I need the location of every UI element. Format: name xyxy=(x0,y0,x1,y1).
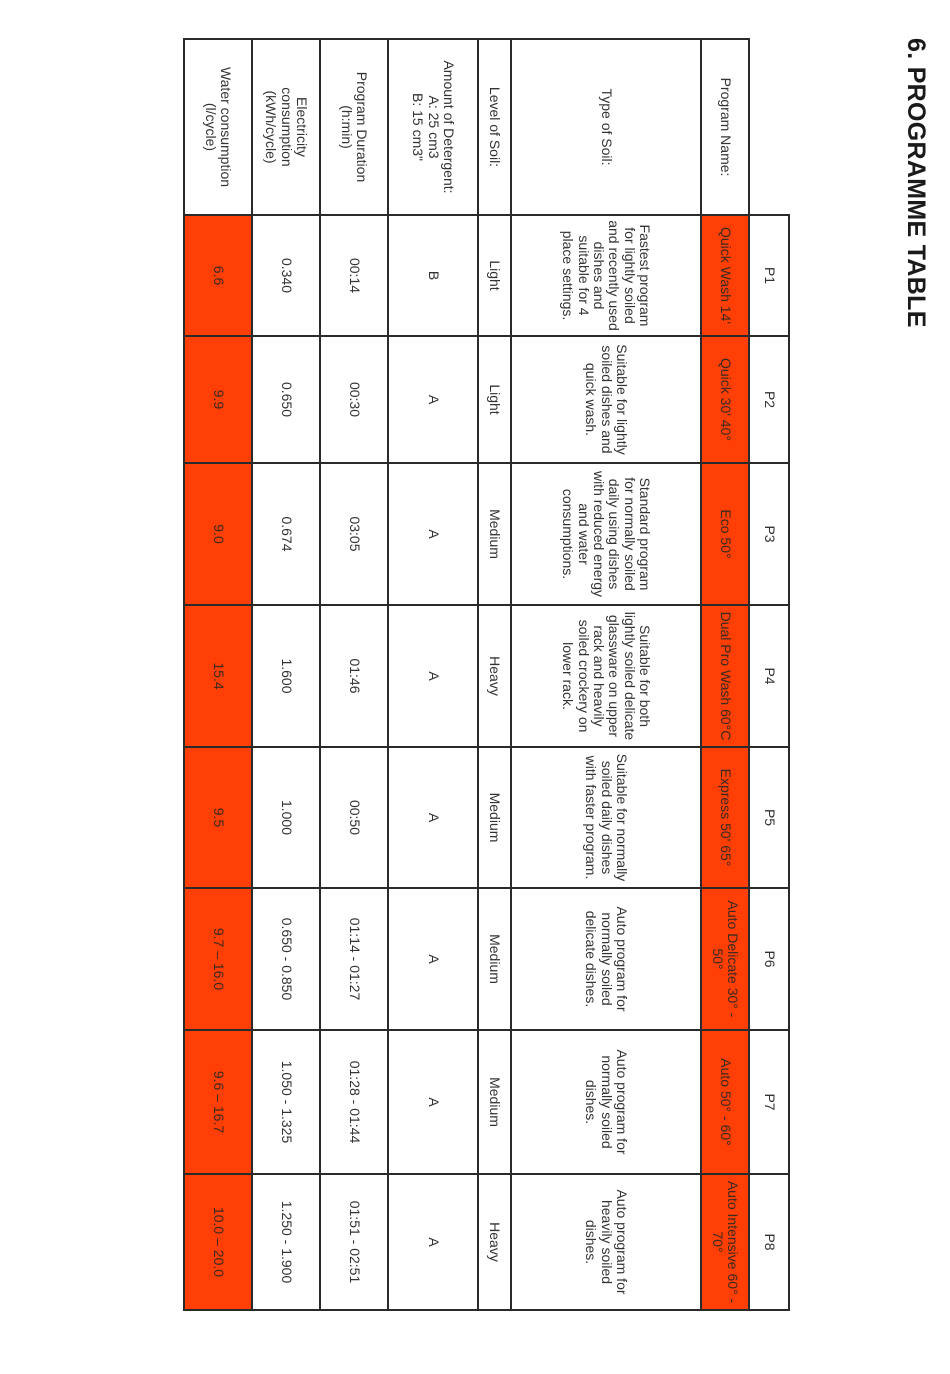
water-cell: 9.7 – 16.0 xyxy=(184,888,252,1030)
row-label-soil-level: Level of Soil: xyxy=(478,39,511,215)
electricity-cell: 0.340 xyxy=(252,215,320,336)
program-name-cell: Dual Pro Wash 60°C xyxy=(701,605,749,747)
duration-cell: 00:50 xyxy=(320,747,388,888)
row-label-line: Program Duration xyxy=(354,71,371,183)
duration-row xyxy=(320,39,388,1310)
detergent-cell: A xyxy=(388,888,478,1030)
soil-level-cell: Heavy xyxy=(478,1174,511,1310)
water-cell: 6.6 xyxy=(184,215,252,336)
detergent-row xyxy=(388,39,478,1310)
electricity-cell: 1.000 xyxy=(252,747,320,888)
row-label-water xyxy=(184,39,252,215)
soil-type-cell: Suitable for normally soiled daily dishes with faster program. xyxy=(511,747,701,888)
page-title: 6. PROGRAMME TABLE xyxy=(902,38,930,328)
corner-cell xyxy=(749,39,789,215)
programme-table xyxy=(183,38,790,1311)
row-label-line: Water consumption xyxy=(218,66,235,188)
program-number-cell: P1 xyxy=(749,215,789,336)
program-number-cell: P6 xyxy=(749,888,789,1030)
soil-type-cell: Auto program for heavily soiled dishes. xyxy=(511,1174,701,1310)
water-cell: 15.4 xyxy=(184,605,252,747)
water-cell: 9.9 xyxy=(184,336,252,463)
electricity-cell: 1.050 - 1.325 xyxy=(252,1030,320,1174)
electricity-cell: 0.650 - 0.850 xyxy=(252,888,320,1030)
program-name-cell: Express 50' 65° xyxy=(701,747,749,888)
soil-level-cell: Medium xyxy=(478,747,511,888)
row-label-detergent xyxy=(388,39,478,215)
soil-level-row xyxy=(478,39,511,1310)
soil-level-cell: Light xyxy=(478,336,511,463)
electricity-row xyxy=(252,39,320,1310)
row-label-line: B: 15 cm3" xyxy=(410,93,427,161)
program-name-cell: Eco 50° xyxy=(701,463,749,605)
row-label-line: (kWh/cycle) xyxy=(263,90,280,164)
duration-cell: 01:46 xyxy=(320,605,388,747)
duration-cell: 00:14 xyxy=(320,215,388,336)
row-label-program-name: Program Name: xyxy=(701,39,749,215)
water-cell: 10.0 – 20.0 xyxy=(184,1174,252,1310)
soil-level-cell: Medium xyxy=(478,463,511,605)
duration-cell: 03:05 xyxy=(320,463,388,605)
duration-cell: 00:30 xyxy=(320,336,388,463)
duration-cell: 01:14 - 01:27 xyxy=(320,888,388,1030)
electricity-cell: 1.250 - 1.900 xyxy=(252,1174,320,1310)
detergent-cell: A xyxy=(388,1030,478,1174)
soil-level-cell: Medium xyxy=(478,1030,511,1174)
soil-type-cell: Suitable for both lightly soiled delicate glassware on upper rack and heavily soiled crockery on lower rack. xyxy=(511,605,701,747)
soil-type-cell: Auto program for normally soiled delicate dishes. xyxy=(511,888,701,1030)
soil-level-cell: Medium xyxy=(478,888,511,1030)
program-name-cell: Quick 30' 40° xyxy=(701,336,749,463)
program-name-cell: Auto Delicate 30° - 50° xyxy=(701,888,749,1030)
row-label-electricity xyxy=(252,39,320,215)
water-cell: 9.5 xyxy=(184,747,252,888)
soil-type-cell: Standard program for normally soiled daily using dishes with reduced energy and water consumptions. xyxy=(511,463,701,605)
row-label-line: Electricity xyxy=(294,97,311,157)
detergent-cell: A xyxy=(388,605,478,747)
program-name-cell: Auto 50° - 60° xyxy=(701,1030,749,1174)
water-row xyxy=(184,39,252,1310)
program-number-cell: P7 xyxy=(749,1030,789,1174)
soil-type-cell: Fastest program for lightly soiled and recently used dishes and suitable for 4 place settings. xyxy=(511,215,701,336)
row-label-soil-type: Type of Soil: xyxy=(511,39,701,215)
electricity-cell: 0.650 xyxy=(252,336,320,463)
program-number-cell: P2 xyxy=(749,336,789,463)
soil-type-cell: Auto program for normally soiled dishes. xyxy=(511,1030,701,1174)
program-number-cell: P8 xyxy=(749,1174,789,1310)
row-label-line: (l/cycle) xyxy=(203,102,219,152)
detergent-cell: A xyxy=(388,747,478,888)
soil-type-cell: Suitable for lightly soiled dishes and quick wash. xyxy=(511,336,701,463)
detergent-cell: A xyxy=(388,1174,478,1310)
program-number-cell: P5 xyxy=(749,747,789,888)
detergent-cell: A xyxy=(388,463,478,605)
program-number-cell: P4 xyxy=(749,605,789,747)
row-label-duration xyxy=(320,39,388,215)
row-label-line: (h:min) xyxy=(339,105,355,149)
detergent-cell: B xyxy=(388,215,478,336)
duration-cell: 01:28 - 01:44 xyxy=(320,1030,388,1174)
detergent-cell: A xyxy=(388,336,478,463)
water-cell: 9.0 xyxy=(184,463,252,605)
program-number-row xyxy=(749,39,789,1310)
program-number-cell: P3 xyxy=(749,463,789,605)
program-name-cell: Auto Intensive 60° - 70° xyxy=(701,1174,749,1310)
row-label-line: A: 25 cm3 xyxy=(425,95,442,159)
program-name-cell: Quick Wash 14' xyxy=(701,215,749,336)
row-label-line: Amount of Detergent: xyxy=(441,60,458,194)
electricity-cell: 1.600 xyxy=(252,605,320,747)
duration-cell: 01:51 - 02:51 xyxy=(320,1174,388,1310)
soil-level-cell: Light xyxy=(478,215,511,336)
water-cell: 9.6 – 16.7 xyxy=(184,1030,252,1174)
program-name-row xyxy=(701,39,749,1310)
electricity-cell: 0.674 xyxy=(252,463,320,605)
soil-level-cell: Heavy xyxy=(478,605,511,747)
row-label-line: consumption xyxy=(278,87,295,167)
soil-type-row xyxy=(511,39,701,1310)
